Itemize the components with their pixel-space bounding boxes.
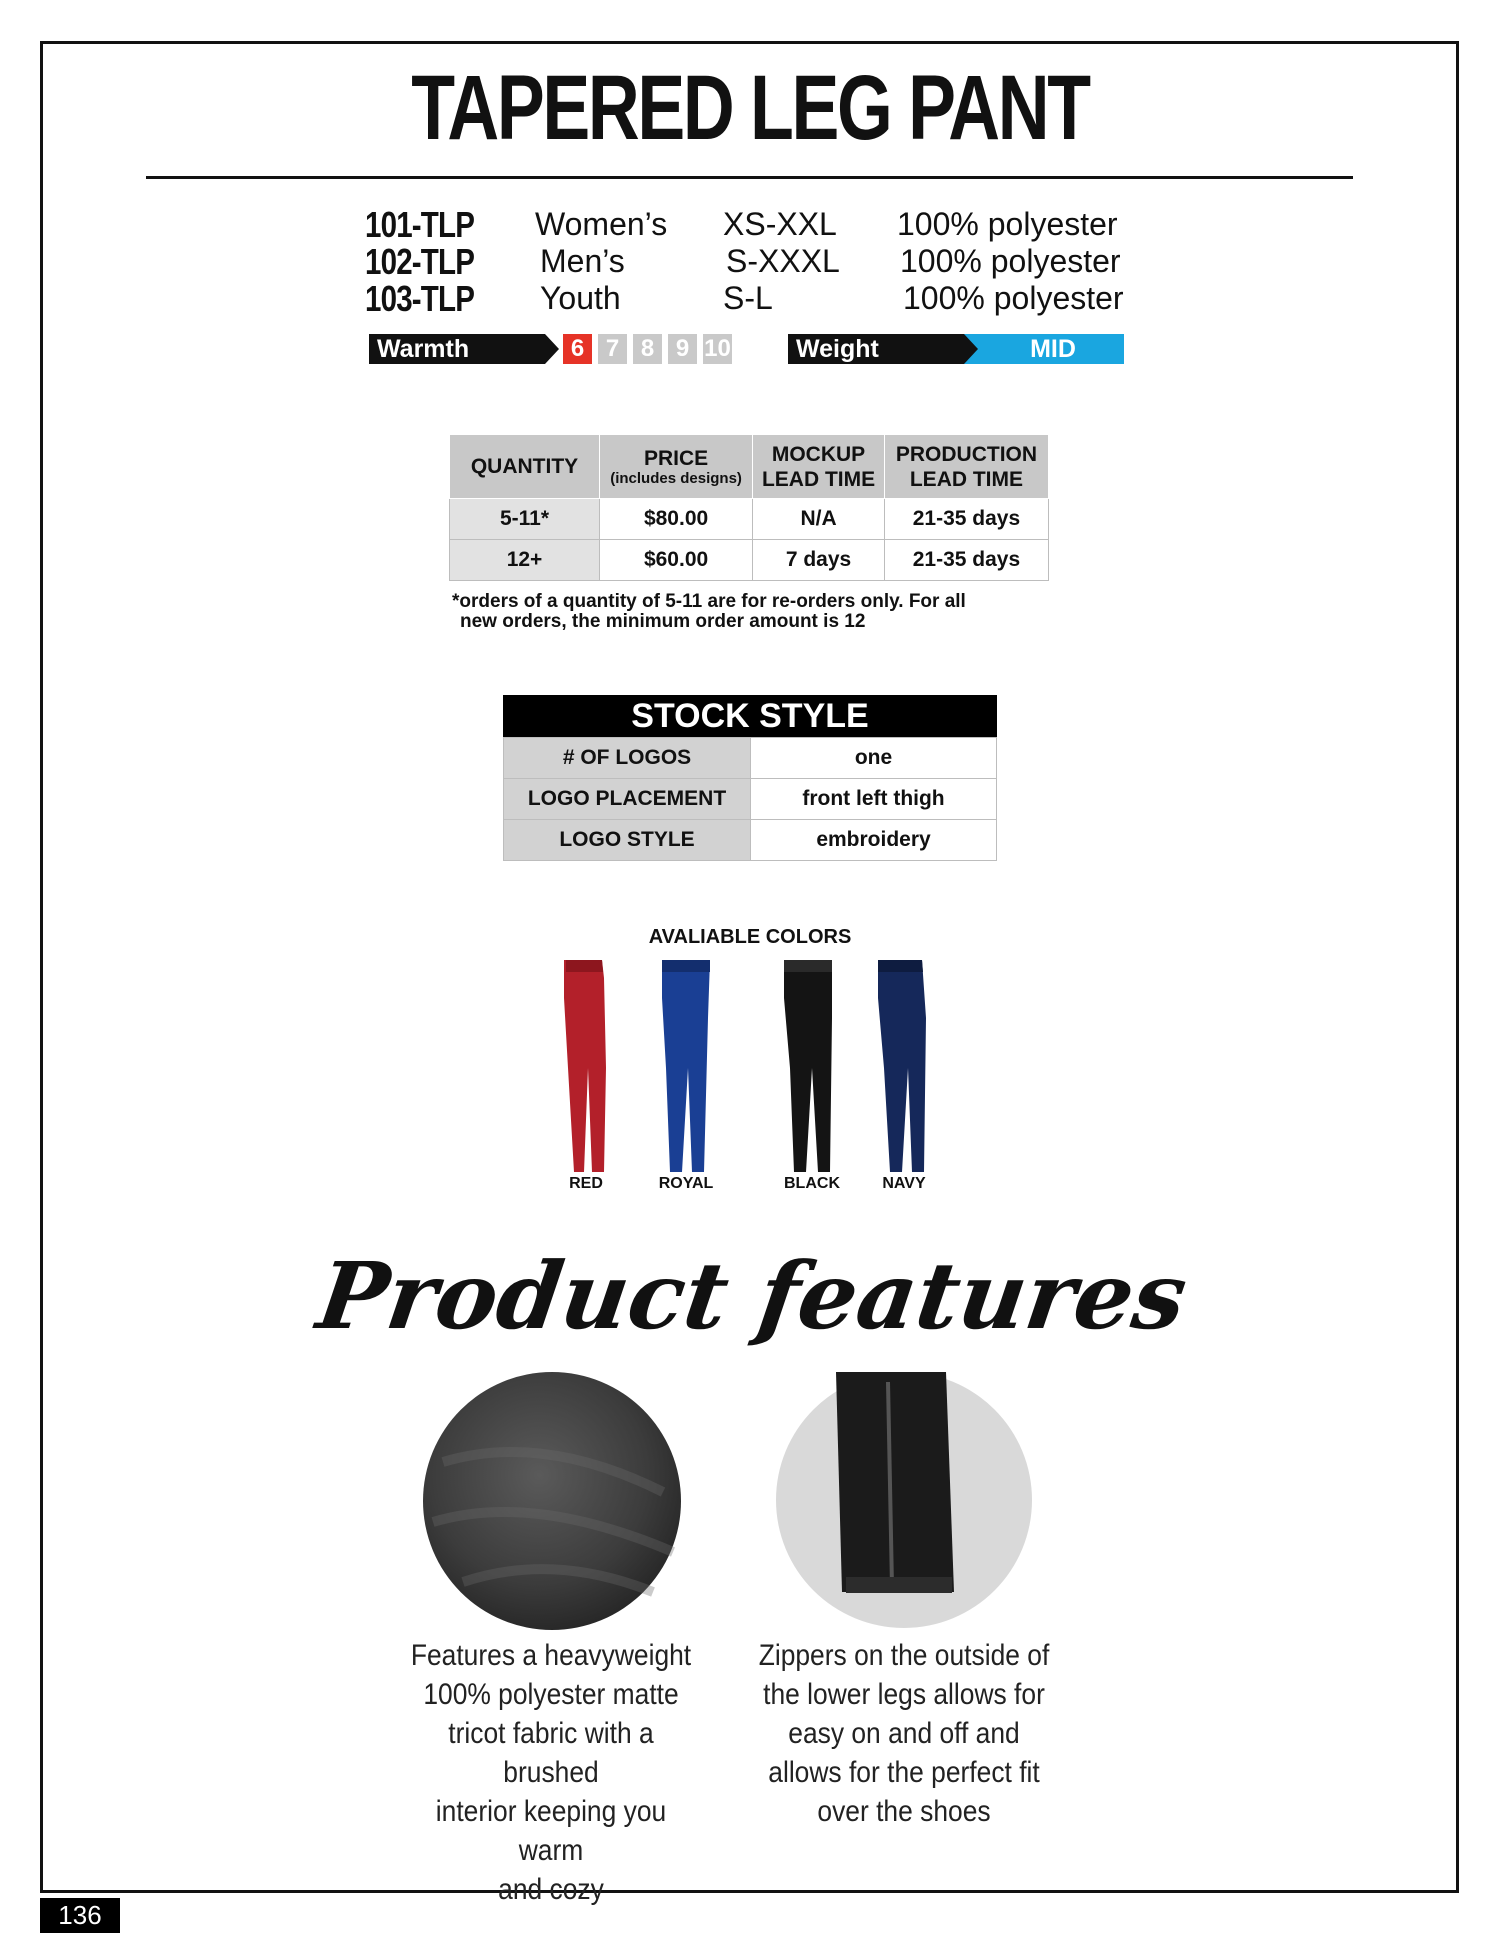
stock-key: LOGO PLACEMENT — [504, 779, 751, 820]
warmth-label: Warmth — [369, 334, 545, 364]
feature-line: easy on and off and — [788, 1717, 1020, 1750]
product-gender: Women’s — [535, 206, 668, 242]
pricing-table — [449, 434, 1049, 581]
header-mockup — [753, 435, 885, 499]
header-price-note: (includes designs) — [610, 470, 742, 487]
warmth-level: 9 — [668, 334, 697, 364]
table-row — [504, 738, 997, 779]
product-sizes: S-XXXL — [726, 243, 840, 279]
weight-meter — [788, 334, 1124, 364]
warmth-level-active: 6 — [563, 334, 592, 364]
product-code: 101-TLP — [365, 204, 475, 245]
cell-production: 21-35 days — [884, 499, 1048, 540]
color-label: BLACK — [784, 1175, 840, 1192]
feature-description-zipper — [754, 1636, 1053, 1831]
cell-mockup: 7 days — [753, 540, 885, 581]
header-mockup-line2: LEAD TIME — [761, 467, 876, 491]
header-production-line1: PRODUCTION — [895, 442, 1038, 466]
feature-description-fabric — [401, 1636, 700, 1909]
warmth-level: 10 — [704, 335, 731, 362]
feature-line: interior keeping you warm — [435, 1795, 667, 1867]
header-price — [600, 435, 753, 499]
black-pant-image — [780, 958, 844, 1174]
stock-key: # OF LOGOS — [504, 738, 751, 779]
product-row — [365, 280, 1145, 317]
pricing-footnote — [452, 592, 1072, 632]
header-production-line2: LEAD TIME — [909, 467, 1024, 491]
feature-line: tricot fabric with a brushed — [448, 1717, 654, 1789]
cell-quantity: 12+ — [450, 540, 600, 581]
colors-title: AVALIABLE COLORS — [648, 926, 852, 948]
fabric-texture-icon — [423, 1372, 681, 1630]
features-title-text: Product features — [311, 1241, 1194, 1350]
stock-value: front left thigh — [751, 779, 997, 820]
stock-style-table — [503, 695, 997, 861]
stock-value: one — [751, 738, 997, 779]
product-row — [365, 206, 1145, 243]
product-list — [365, 206, 1145, 317]
color-label: ROYAL — [658, 1175, 714, 1192]
cell-price: $80.00 — [600, 499, 753, 540]
page-frame — [40, 41, 1459, 1893]
page-number: 136 — [40, 1898, 120, 1933]
table-row — [450, 499, 1049, 540]
product-material: 100% polyester — [903, 280, 1124, 316]
product-row — [365, 243, 1145, 280]
pricing-header-row — [450, 435, 1049, 499]
cell-price: $60.00 — [600, 540, 753, 581]
warmth-scale — [563, 334, 732, 364]
cell-mockup: N/A — [753, 499, 885, 540]
title-divider — [146, 176, 1353, 179]
feature-line: allows for the perfect fit — [768, 1756, 1040, 1789]
table-row — [450, 540, 1049, 581]
warmth-meter — [369, 334, 732, 364]
leg-zipper-icon — [776, 1372, 1032, 1628]
footnote-line: *orders of a quantity of 5-11 are for re-orders only. For all — [452, 591, 966, 612]
feature-line: the lower legs allows for — [763, 1678, 1045, 1711]
product-gender: Men’s — [540, 243, 625, 279]
product-gender: Youth — [540, 280, 621, 316]
stock-value: embroidery — [751, 820, 997, 861]
footnote-line: new orders, the minimum order amount is 12 — [460, 611, 866, 632]
red-pant-image — [558, 958, 622, 1174]
weight-value: MID — [964, 334, 1124, 364]
page-title: TAPERED LEG PANT — [411, 57, 1089, 159]
product-sizes: XS-XXL — [723, 206, 837, 242]
product-features-title — [311, 1240, 1194, 1370]
header-production — [884, 435, 1048, 499]
header-quantity: QUANTITY — [450, 435, 600, 499]
header-price-label: PRICE — [643, 447, 709, 470]
product-material: 100% polyester — [897, 206, 1118, 242]
warmth-level: 7 — [598, 334, 627, 364]
weight-label: Weight — [788, 334, 964, 364]
product-code: 102-TLP — [365, 241, 475, 282]
product-code: 103-TLP — [365, 278, 475, 319]
feature-line: Features a heavyweight — [410, 1639, 692, 1672]
feature-line: Zippers on the outside of — [758, 1639, 1050, 1672]
product-sizes: S-L — [723, 280, 773, 316]
stock-style-title: STOCK STYLE — [503, 695, 997, 737]
warmth-level: 8 — [633, 334, 662, 364]
cell-quantity: 5-11* — [450, 499, 600, 540]
feature-line: 100% polyester matte — [423, 1678, 679, 1711]
table-row — [504, 820, 997, 861]
stock-key: LOGO STYLE — [504, 820, 751, 861]
color-label: RED — [569, 1175, 603, 1192]
cell-production: 21-35 days — [884, 540, 1048, 581]
product-material: 100% polyester — [900, 243, 1121, 279]
table-row — [504, 779, 997, 820]
feature-line: and cozy — [498, 1873, 604, 1906]
royal-pant-image — [654, 958, 718, 1174]
feature-line: over the shoes — [817, 1795, 991, 1828]
color-label: NAVY — [882, 1175, 926, 1192]
header-mockup-line1: MOCKUP — [771, 442, 866, 466]
navy-pant-image — [872, 958, 936, 1174]
